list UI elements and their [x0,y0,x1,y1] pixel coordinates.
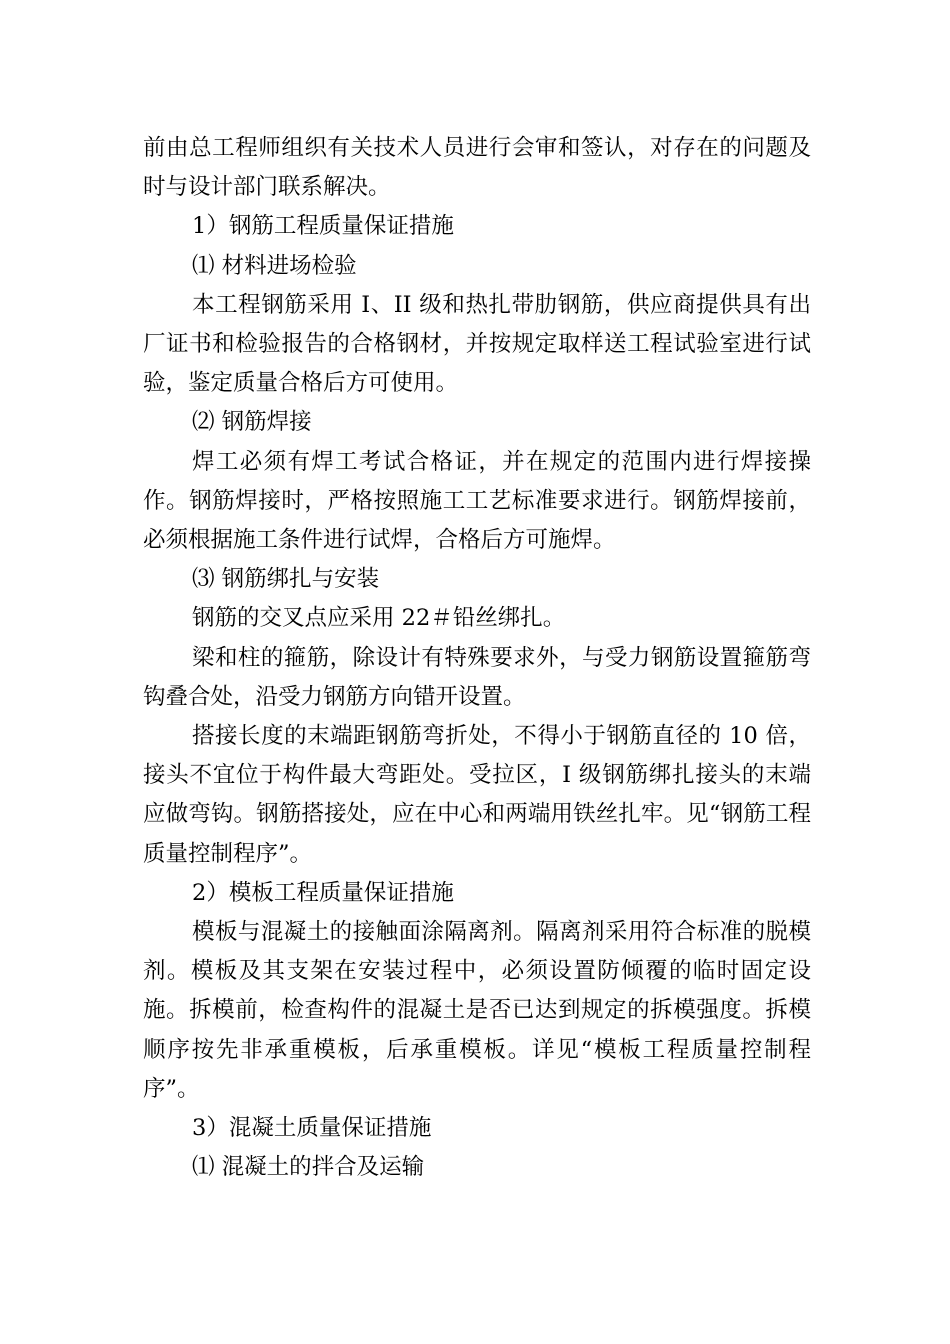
paragraph-rebar-welding: 焊工必须有焊工考试合格证，并在规定的范围内进行焊接操作。钢筋焊接时，严格按照施工工艺标准要求进行。钢筋焊接前，必须根据施工条件进行试焊，合格后方可施焊。 [143,448,811,554]
paragraph-lap-length: 搭接长度的末端距钢筋弯折处，不得小于钢筋直径的 10 倍，接头不宜位于构件最大弯距处。受拉区，I 级钢筋绑扎接头的末端应做弯钩。钢筋搭接处，应在中心和两端用铁丝扎牢。见“钢筋工程质量控制程序”。 [143,723,811,867]
paragraph-formwork: 模板与混凝土的接触面涂隔离剂。隔离剂采用符合标准的脱模剂。模板及其支架在安装过程中，必须设置防倾覆的临时固定设施。拆模前，检查构件的混凝土是否已达到规定的拆模强度。拆模顺序按先非承重模板，后承重模板。详见“模板工程质量控制程序”。 [143,919,811,1102]
body-text [143,129,811,1187]
paragraph-material-inspection: 本工程钢筋采用 I、II 级和热扎带肋钢筋，供应商提供具有出厂证书和检验报告的合格钢材，并按规定取样送工程试验室进行试验，鉴定质量合格后方可使用。 [143,291,811,397]
subheading-material-inspection: ⑴ 材料进场检验 [192,252,357,279]
section-heading-rebar: 1）钢筋工程质量保证措施 [192,213,454,240]
section-heading-formwork: 2）模板工程质量保证措施 [192,879,454,906]
subheading-rebar-binding: ⑶ 钢筋绑扎与安装 [192,566,380,593]
subheading-rebar-welding: ⑵ 钢筋焊接 [192,409,312,436]
subheading-concrete-mixing: ⑴ 混凝土的拌合及运输 [192,1154,425,1181]
paragraph-binding-wire: 钢筋的交叉点应采用 22＃铅丝绑扎。 [192,605,566,632]
section-heading-concrete: 3）混凝土质量保证措施 [192,1115,432,1142]
paragraph-stirrups: 梁和柱的箍筋，除设计有特殊要求外，与受力钢筋设置箍筋弯钩叠合处，沿受力钢筋方向错开设置。 [143,644,811,710]
paragraph-continuation: 前由总工程师组织有关技术人员进行会审和签认，对存在的问题及时与设计部门联系解决。 [143,135,811,201]
